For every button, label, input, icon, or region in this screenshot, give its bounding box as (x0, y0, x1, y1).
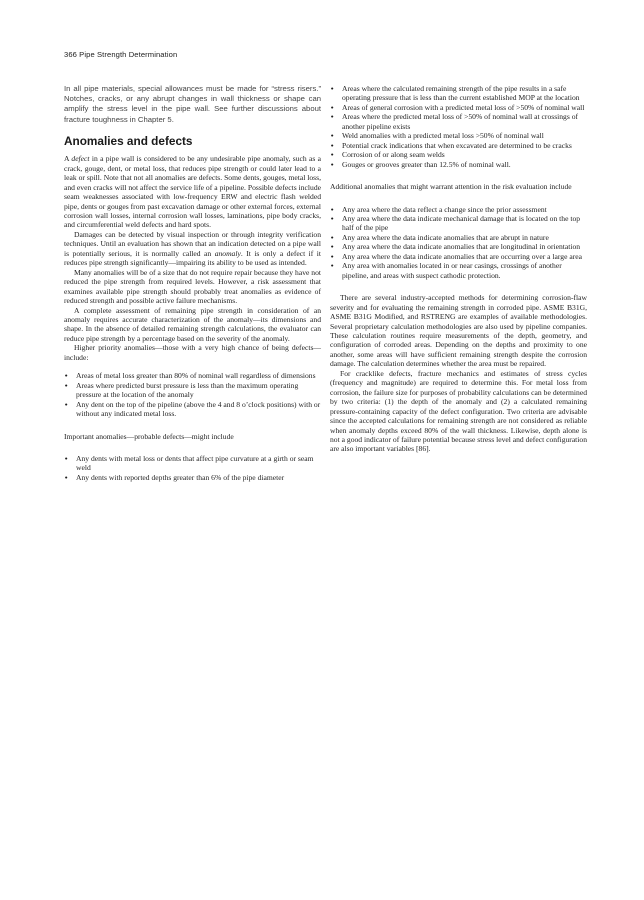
p2-post: . It is only a defect if it reduces pipe strength significantly—impairing its ability to be used as intended. (64, 248, 321, 268)
damage-detection-paragraph (64, 230, 321, 268)
list-item: • Gouges or grooves greater than 12.5% of nominal wall. (330, 160, 587, 169)
additional-anomalies-list (330, 205, 587, 281)
list-item: • Any area where the data reflect a change since the prior assessment (330, 205, 587, 214)
important-anomalies-list (64, 454, 321, 482)
repair-paragraph: Many anomalies will be of a size that do not require repair because they have not reduced the pipe strength from required levels. However, a risk assessment that examines available pipe strength should probably treat anomalies as evidence of reduced strength and possible active failure mechanisms. (64, 267, 321, 306)
section-heading: Anomalies and defects (64, 133, 193, 148)
list-item: • Any area where the data indicate anomalies that are abrupt in nature (330, 233, 587, 242)
list-item: • Any area where the data indicate anomalies that are longitudinal in orientation (330, 242, 587, 251)
list-item: • Any dent on the top of the pipeline (above the 4 and 8 o’clock positions) with or without any indicated metal loss. (64, 400, 321, 419)
list-item: • Potential crack indications that when excavated are determined to be cracks (330, 141, 587, 150)
list-item: • Areas where the calculated remaining strength of the pipe results in a safe operating pressure that is less than the current established MOP at the location (330, 84, 587, 103)
list-item: • Areas where the predicted metal loss of >50% of nominal wall at crossings of another pipeline exists (330, 112, 587, 131)
continued-anomalies-list (330, 84, 587, 169)
list-item: • Weld anomalies with a predicted metal loss >50% of nominal wall (330, 131, 587, 140)
cracklike-paragraph: For cracklike defects, fracture mechanics and estimates of stress cycles (frequency and magnitude) are required to determine this. For metal loss from corrosion, the failure size for purposes of probability calculations can be determined by two criteria: (1) the depth of the anomaly and (2) a calculated remaining pressure-containing capacity of the defect configuration. Two criteria are advisable since the accepted calculations for remaining strength are not considered as reliable when anomaly depths exceed 80% of the wall thickness. Likewise, depth alone is not a good indicator of failure potential because stress level and defect configuration are also important variables [86]. (330, 368, 587, 454)
p1-post: in a pipe wall is considered to be any undesirable pipe anomaly, such as a crack, gouge, dent, or metal loss, that reduces pipe strength or could later lead to a leak or spill. Note that not all anomalies are defects. Some dents, gouges, metal loss, and even cracks will not affect the service life of a pipeline. Possible defects include seam weaknesses associated with low-frequency ERW and electric flash welded pipe, dents or gouges from past excavation damage or other external forces, external corrosion wall losses, internal corrosion wall losses, laminations, pipe body cracks, and circumferential weld defects and hard spots. (64, 154, 321, 230)
intro-paragraph: In all pipe materials, special allowances must be made for “stress risers.” Notches, cracks, or any abrupt changes in wall thickness or shape can amplify the stress level in the pipe wall. See further discussions about fracture toughness in Chapter 5. (64, 84, 321, 124)
list-item: • Any area where the data indicate anomalies that are occurring over a large area (330, 252, 587, 261)
anomaly-term: anomaly (214, 248, 241, 258)
list-item: • Any dents with reported depths greater than 6% of the pipe diameter (64, 473, 321, 482)
p1-pre: A (64, 154, 72, 164)
priority-anomalies-list (64, 371, 321, 418)
additional-anomalies-lead: Additional anomalies that might warrant attention in the risk evaluation include (330, 182, 572, 192)
running-head: 366 Pipe Strength Determination (64, 50, 178, 59)
list-item: • Areas of metal loss greater than 80% of nominal wall regardless of dimensions (64, 371, 321, 380)
list-item: • Areas of general corrosion with a predicted metal loss of >50% of nominal wall (330, 103, 587, 112)
list-item: • Areas where predicted burst pressure is less than the maximum operating pressure at the location of the anomaly (64, 381, 321, 400)
right-column (330, 84, 587, 454)
list-item: • Corrosion of or along seam welds (330, 150, 587, 159)
methods-paragraph: There are several industry-accepted methods for determining corrosion-flaw severity and for evaluating the remaining strength in corroded pipe. ASME B31G, ASME B31G Modified, and RSTRENG are examples of available methodologies. Several proprietary calculation methodologies are also used by pipeline companies. These calculation routines require measurements of the depth, geometry, and configuration of corroded areas. Depending on the depths and proximity to one another, some areas will have sufficient remaining strength despite the corrosion damage. The calculation determines whether the area must be repaired. (330, 293, 587, 369)
defect-term: defect (71, 154, 90, 164)
important-anomalies-lead: Important anomalies—probable defects—might include (64, 431, 234, 441)
list-item: • Any area with anomalies located in or near casings, crossings of another pipeline, and areas with suspect cathodic protection. (330, 261, 587, 280)
assessment-paragraph: A complete assessment of remaining pipe strength in consideration of an anomaly requires accurate characterization of the anomaly—its dimensions and shape. In the absence of detailed remaining strength calculations, the evaluator can reduce pipe strength by a percentage based on the severity of the anomaly. (64, 305, 321, 343)
p2-pre: Damages can be detected by visual inspection or through integrity verification techniques. Until an evaluation has shown that an indication detected on a pipe wall is potentially serious, it is normally called an (64, 229, 321, 258)
list-item: • Any area where the data indicate mechanical damage that is located on the top half of the pipe (330, 214, 587, 233)
defect-definition-paragraph (64, 154, 321, 230)
list-item: • Any dents with metal loss or dents that affect pipe curvature at a girth or seam weld (64, 454, 321, 473)
left-column (64, 84, 321, 482)
priority-lead: Higher priority anomalies—those with a very high chance of being defects—include: (64, 343, 321, 362)
